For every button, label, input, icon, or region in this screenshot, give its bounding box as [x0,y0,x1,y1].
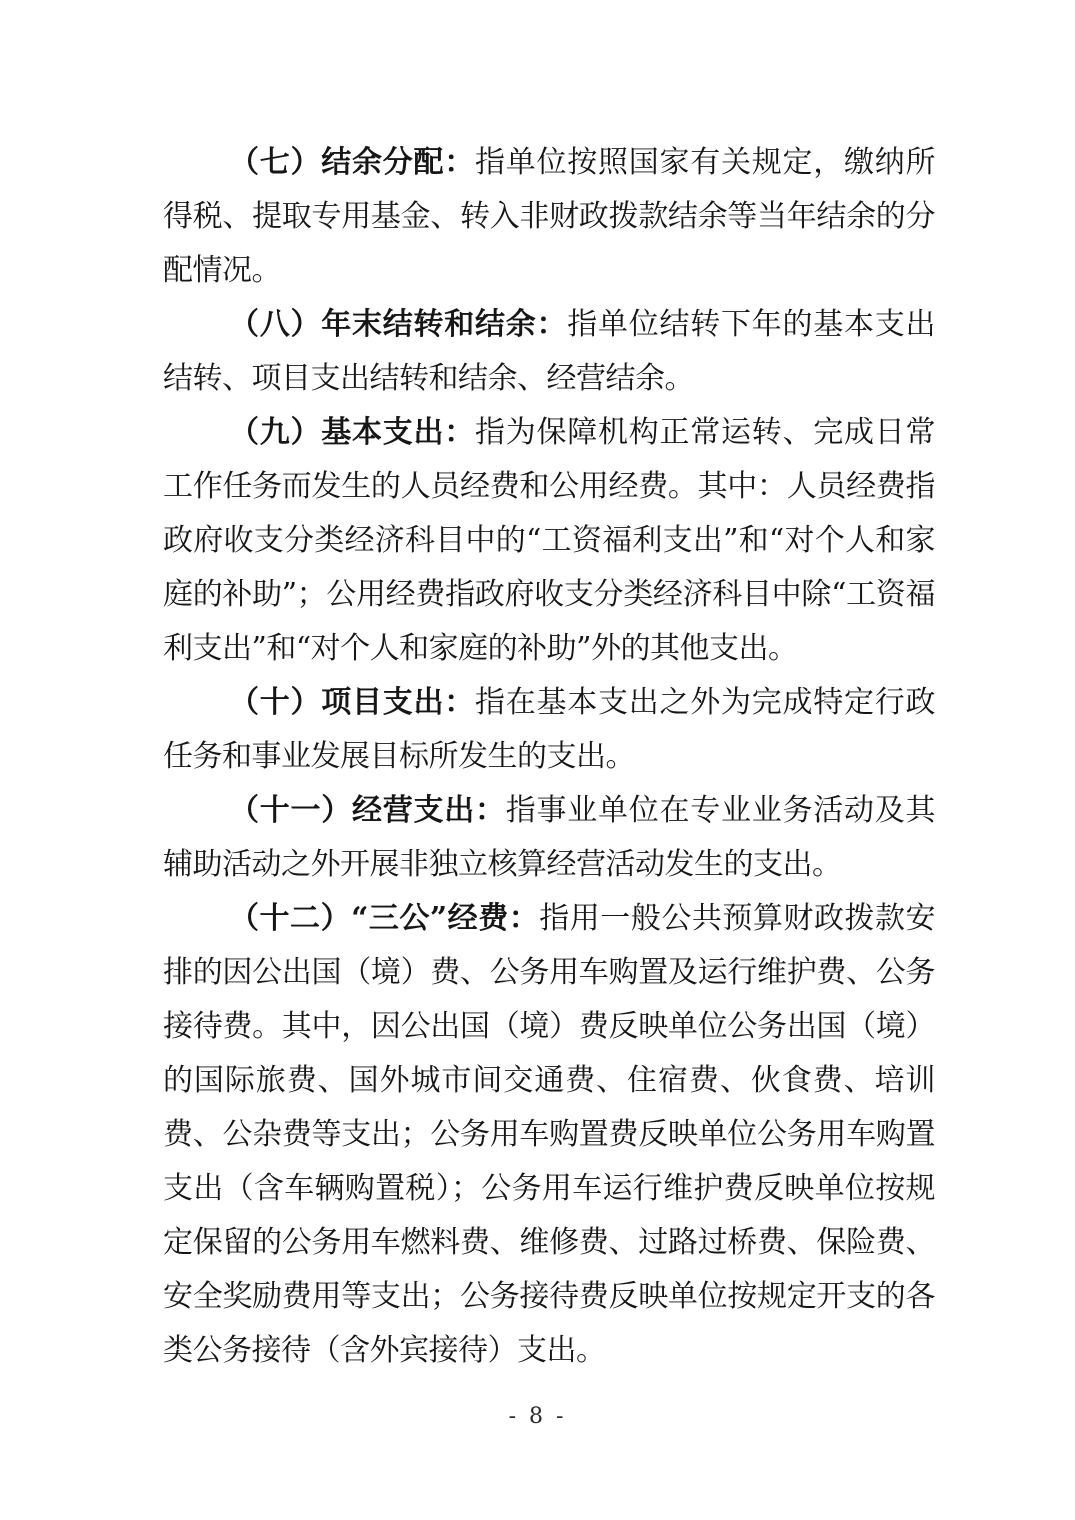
term-definition: 指用一般公共预算财政拨款安排的因公出国（境）费、公务用车购置及运行维护费、公务接待费。其中，因公出国（境）费反映单位公务出国（境）的国际旅费、国外城市间交通费、住宿费、伙食费、培训费、公杂费等支出；公务用车购置费反映单位公务用车购置支出（含车辆购置税）；公务用车运行维护费反映单位按规定保留的公务用车燃料费、维修费、过路过桥费、保险费、安全奖励费用等支出；公务接待费反映单位按规定开支的各类公务接待（含外宾接待）支出。 [163,901,936,1368]
term-definition: 指事业单位在专业业务活动及其辅助活动之外开展非独立核算经营活动发生的支出。 [163,793,935,882]
term-definition: 指在基本支出之外为完成特定行政任务和事业发展目标所发生的支出。 [163,685,935,774]
term-heading: （八）年末结转和结余： [229,307,568,342]
term-paragraph [163,298,935,406]
term-heading: （九）基本支出： [229,415,475,450]
term-paragraph [163,406,935,676]
term-definition: 指单位按照国家有关规定，缴纳所得税、提取专用基金、转入非财政拨款结余等当年结余的分配情况。 [163,145,935,288]
document-body [163,136,935,1378]
term-heading: （七）结余分配： [229,145,475,180]
term-paragraph [163,136,935,298]
term-paragraph [163,892,935,1378]
page-number: - 8 - [508,1404,567,1429]
term-heading: （十二）“三公”经费： [229,901,540,936]
term-heading: （十）项目支出： [229,685,475,720]
term-definition: 指单位结转下年的基本支出结转、项目支出结转和结余、经营结余。 [163,307,935,396]
term-definition: 指为保障机构正常运转、完成日常工作任务而发生的人员经费和公用经费。其中：人员经费指政府收支分类经济科目中的“工资福利支出”和“对个人和家庭的补助”；公用经费指政府收支分类经济科目中除“工资福利支出”和“对个人和家庭的补助”外的其他支出。 [163,415,935,666]
term-heading: （十一）经营支出： [229,793,506,828]
term-paragraph [163,676,935,784]
term-paragraph [163,784,935,892]
